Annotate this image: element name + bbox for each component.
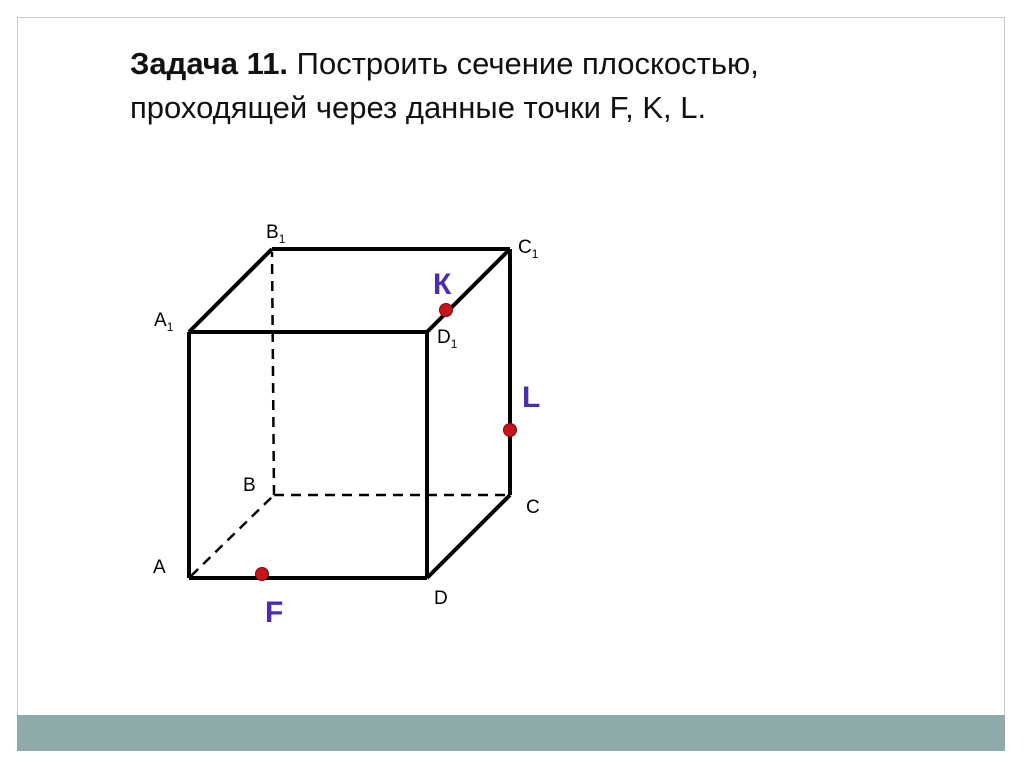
point-label-K: К: [433, 268, 452, 301]
point-K: [440, 304, 453, 317]
point-label-F: F: [265, 596, 284, 629]
edge-B-B1-hidden: [272, 252, 274, 495]
title-text-1: Построить сечение плоскостью,: [296, 46, 759, 81]
edge-A-B-hidden: [191, 495, 274, 576]
task-number: Задача 11.: [130, 46, 289, 81]
point-L: [504, 424, 517, 437]
point-F: [256, 568, 269, 581]
point-label-L: L: [522, 381, 541, 414]
vertex-label-A1: $A_1$: [154, 310, 174, 334]
vertex-label-D1: $D_1$: [437, 327, 458, 351]
edge-A1-B1: [189, 249, 272, 332]
edge-D-C: [427, 495, 510, 578]
vertex-label-A: A: [153, 557, 166, 578]
vertex-label-D: D: [434, 588, 448, 609]
title-line-2: проходящей через данные точки F, K, L.: [130, 90, 707, 125]
vertex-label-C: C: [526, 497, 540, 518]
vertex-label-C1: $C_1$: [518, 237, 539, 261]
vertex-label-B1: $B_1$: [266, 222, 286, 246]
vertex-label-B: B: [243, 475, 256, 496]
